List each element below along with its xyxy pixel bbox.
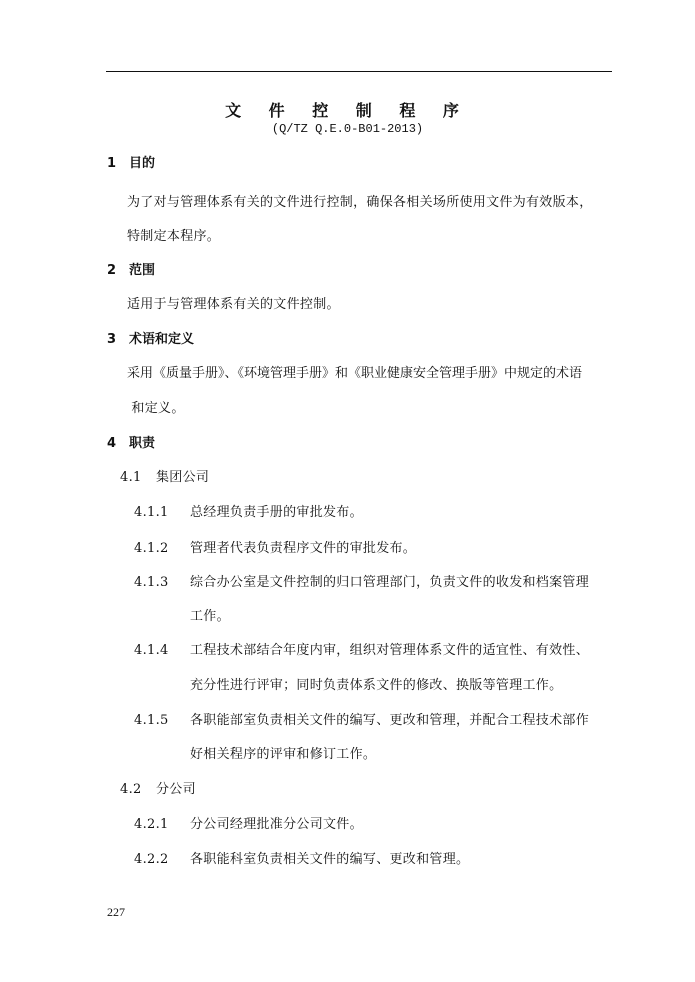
subsection-number: 4.2 — [120, 782, 142, 797]
section-title: 目的 — [129, 156, 156, 171]
section-title: 职责 — [129, 436, 156, 451]
subsection-title: 集团公司 — [156, 470, 210, 485]
item-4-1-5-cont: 好相关程序的评审和修订工作。 — [190, 747, 377, 762]
item-number: 4.2.1 — [134, 817, 169, 832]
item-4-1-4 — [134, 639, 589, 658]
item-4-1-2 — [134, 537, 416, 556]
subsection-number: 4.1 — [120, 470, 142, 485]
document-code: (Q/TZ Q.E.0-B01-2013) — [271, 122, 424, 136]
item-4-2-1 — [134, 813, 363, 832]
section-3-line-2: 和定义。 — [127, 401, 185, 416]
item-4-2-2 — [134, 848, 469, 867]
section-title: 范围 — [129, 263, 156, 278]
item-number: 4.1.5 — [134, 713, 169, 728]
item-number: 4.1.1 — [134, 505, 169, 520]
section-3-heading — [107, 328, 194, 347]
item-text: 各职能科室负责相关文件的编写、更改和管理。 — [190, 852, 470, 867]
subsection-title: 分公司 — [156, 782, 196, 797]
section-1-line-1: 为了对与管理体系有关的文件进行控制，确保各相关场所使用文件为有效版本， — [127, 195, 593, 210]
item-4-1-5 — [134, 709, 589, 728]
section-2-line-1: 适用于与管理体系有关的文件控制。 — [127, 297, 340, 312]
item-4-1-3 — [134, 571, 589, 590]
item-text: 分公司经理批准分公司文件。 — [190, 817, 363, 832]
item-text: 综合办公室是文件控制的归口管理部门，负责文件的收发和档案管理 — [190, 575, 590, 590]
section-number: 1 — [107, 156, 117, 171]
section-4-heading — [107, 432, 155, 451]
item-text: 工程技术部结合年度内审，组织对管理体系文件的适宜性、有效性、 — [190, 643, 590, 658]
item-number: 4.2.2 — [134, 852, 169, 867]
page-number: 227 — [107, 905, 125, 919]
section-1-heading — [107, 152, 155, 171]
subsection-4-2 — [120, 778, 196, 797]
item-text: 总经理负责手册的审批发布。 — [190, 505, 363, 520]
item-4-1-4-cont: 充分性进行评审；同时负责体系文件的修改、换版等管理工作。 — [190, 678, 563, 693]
item-text: 各职能部室负责相关文件的编写、更改和管理，并配合工程技术部作 — [190, 713, 590, 728]
section-1-line-2: 特制定本程序。 — [127, 229, 221, 244]
item-number: 4.1.4 — [134, 643, 169, 658]
item-4-1-3-cont: 工作。 — [190, 609, 230, 624]
section-2-heading — [107, 259, 155, 278]
item-4-1-1 — [134, 501, 363, 520]
section-number: 2 — [107, 263, 117, 278]
item-number: 4.1.3 — [134, 575, 169, 590]
item-number: 4.1.2 — [134, 541, 169, 556]
subsection-4-1 — [120, 466, 209, 485]
section-number: 3 — [107, 332, 117, 347]
section-number: 4 — [107, 436, 117, 451]
item-text: 管理者代表负责程序文件的审批发布。 — [190, 541, 417, 556]
section-3-line-1: 采用《质量手册》、《环境管理手册》和《职业健康安全管理手册》中规定的术语 — [127, 366, 583, 381]
header-rule — [106, 71, 612, 72]
section-title: 术语和定义 — [129, 332, 195, 347]
document-title: 文 件 控 制 程 序 — [225, 101, 470, 120]
